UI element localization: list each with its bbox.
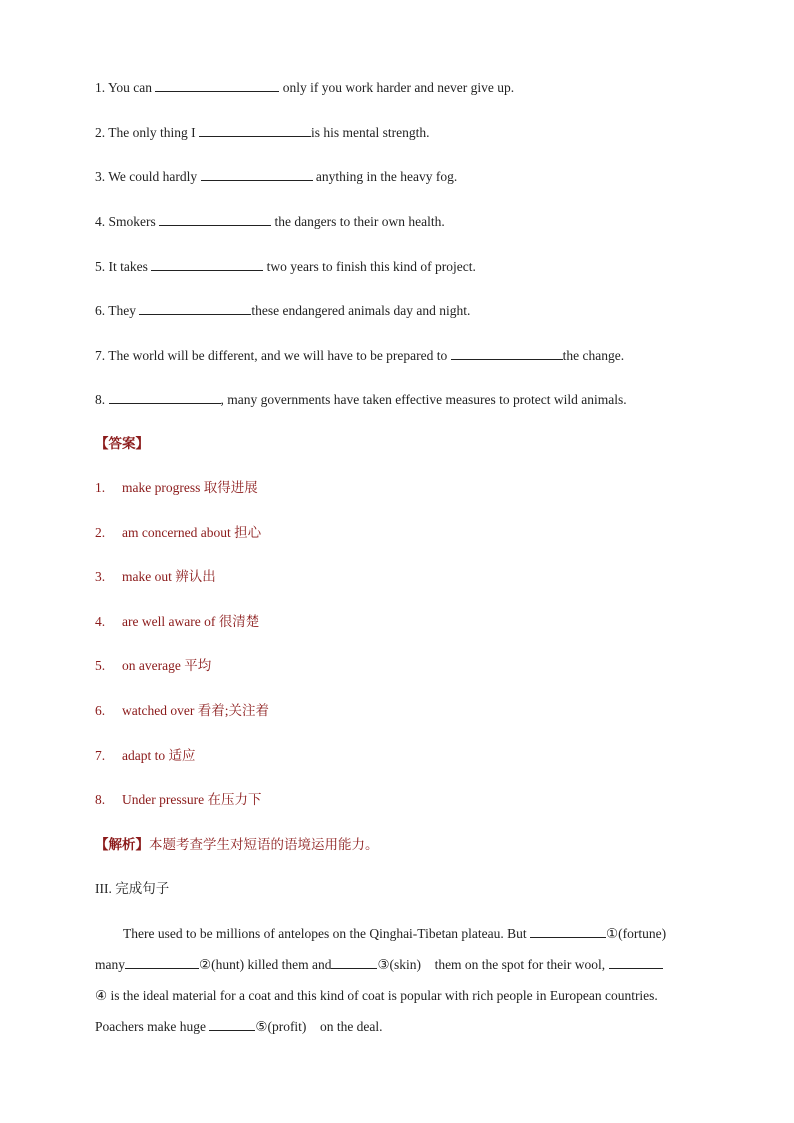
answer-text: are well aware of 很清楚 — [122, 614, 260, 629]
passage-hint-1: ①(fortune) — [606, 926, 667, 941]
answer-blank[interactable] — [159, 211, 271, 226]
question-number: 7. — [95, 348, 106, 363]
question-4 — [95, 211, 445, 232]
question-text-before: We could hardly — [108, 169, 201, 184]
question-text-before: The only thing I — [108, 125, 200, 140]
question-text-after: these endangered animals day and night. — [251, 303, 471, 318]
answer-number: 7. — [95, 748, 106, 763]
answer-item — [0, 478, 794, 498]
question-text-before: Smokers — [108, 214, 160, 229]
question-7 — [95, 345, 624, 366]
answer-text: on average 平均 — [122, 658, 212, 673]
question-number: 1. — [95, 80, 106, 95]
question-2 — [95, 122, 430, 143]
answer-number: 8. — [95, 792, 106, 807]
section-title: III. 完成句子 — [95, 881, 170, 896]
question-text-before: It takes — [108, 259, 152, 274]
answer-item — [0, 523, 794, 543]
answer-text: am concerned about 担心 — [122, 525, 262, 540]
passage-line-2 — [95, 949, 699, 980]
passage-line-4 — [95, 1011, 699, 1042]
answer-item — [0, 612, 794, 632]
question-8 — [95, 389, 627, 410]
question-number: 5. — [95, 259, 106, 274]
passage-text: Poachers make huge — [95, 1019, 210, 1034]
passage-line-1 — [95, 918, 699, 949]
answer-number: 6. — [95, 703, 106, 718]
analysis-text: 本题考查学生对短语的语境运用能力。 — [149, 837, 379, 852]
question-1 — [95, 77, 514, 98]
question-text-after: is his mental strength. — [311, 125, 430, 140]
passage-text: ④ is the ideal material for a coat and this kind of coat is popular with rich people in European countries. — [95, 988, 658, 1003]
passage-text: There used to be millions of antelopes on the Qinghai-Tibetan plateau. But — [123, 926, 531, 941]
question-text-after: the dangers to their own health. — [271, 214, 445, 229]
answer-text: watched over 看着;关注着 — [122, 703, 269, 718]
answer-number: 3. — [95, 569, 106, 584]
answer-number: 1. — [95, 480, 106, 495]
answer-heading: 【答案】 — [95, 436, 149, 451]
passage-blank-5[interactable] — [209, 1016, 255, 1031]
question-text-before: They — [108, 303, 140, 318]
passage — [95, 918, 699, 1042]
passage-hint-2: ②(hunt) killed them and — [199, 957, 332, 972]
question-text-after: anything in the heavy fog. — [312, 169, 458, 184]
answer-item — [0, 656, 794, 676]
answer-item — [0, 567, 794, 587]
analysis-line — [95, 835, 379, 855]
question-6 — [95, 300, 470, 321]
question-text-before: The world will be different, and we will have to be prepared to — [108, 348, 451, 363]
question-text-before: You can — [108, 80, 156, 95]
answer-item — [0, 746, 794, 766]
passage-text: them on the spot for their wool, — [434, 957, 609, 972]
answer-blank[interactable] — [201, 166, 313, 181]
answer-blank[interactable] — [451, 345, 563, 360]
answer-text: Under pressure 在压力下 — [122, 792, 262, 807]
question-number: 3. — [95, 169, 106, 184]
question-text-after: the change. — [562, 348, 625, 363]
question-text-after: only if you work harder and never give up. — [279, 80, 515, 95]
answer-number: 5. — [95, 658, 106, 673]
passage-blank-4[interactable] — [609, 954, 663, 969]
question-number: 2. — [95, 125, 106, 140]
analysis-heading: 【解析】 — [95, 837, 149, 852]
passage-hint-3: ③(skin) — [377, 957, 422, 972]
answer-blank[interactable] — [151, 256, 263, 271]
passage-blank-1[interactable] — [530, 923, 606, 938]
question-5 — [95, 256, 476, 277]
answer-blank[interactable] — [155, 77, 279, 92]
answer-blank[interactable] — [139, 300, 251, 315]
answer-number: 4. — [95, 614, 106, 629]
question-number: 4. — [95, 214, 106, 229]
answer-blank[interactable] — [109, 389, 221, 404]
passage-text: on the deal. — [319, 1019, 383, 1034]
question-text-after: , many governments have taken effective measures to protect wild animals. — [220, 392, 627, 407]
passage-text: many — [95, 957, 125, 972]
answer-text: make out 辨认出 — [122, 569, 216, 584]
passage-hint-5: ⑤(profit) — [255, 1019, 307, 1034]
question-number: 8. — [95, 392, 106, 407]
answer-text: make progress 取得进展 — [122, 480, 258, 495]
passage-line-3 — [95, 980, 699, 1011]
answer-blank[interactable] — [199, 122, 311, 137]
answer-text: adapt to 适应 — [122, 748, 196, 763]
question-text-after: two years to finish this kind of project. — [263, 259, 476, 274]
question-number: 6. — [95, 303, 106, 318]
answer-item — [0, 790, 794, 810]
answer-number: 2. — [95, 525, 106, 540]
question-3 — [95, 166, 457, 187]
answer-item — [0, 701, 794, 721]
passage-blank-2[interactable] — [125, 954, 199, 969]
passage-blank-3[interactable] — [331, 954, 377, 969]
